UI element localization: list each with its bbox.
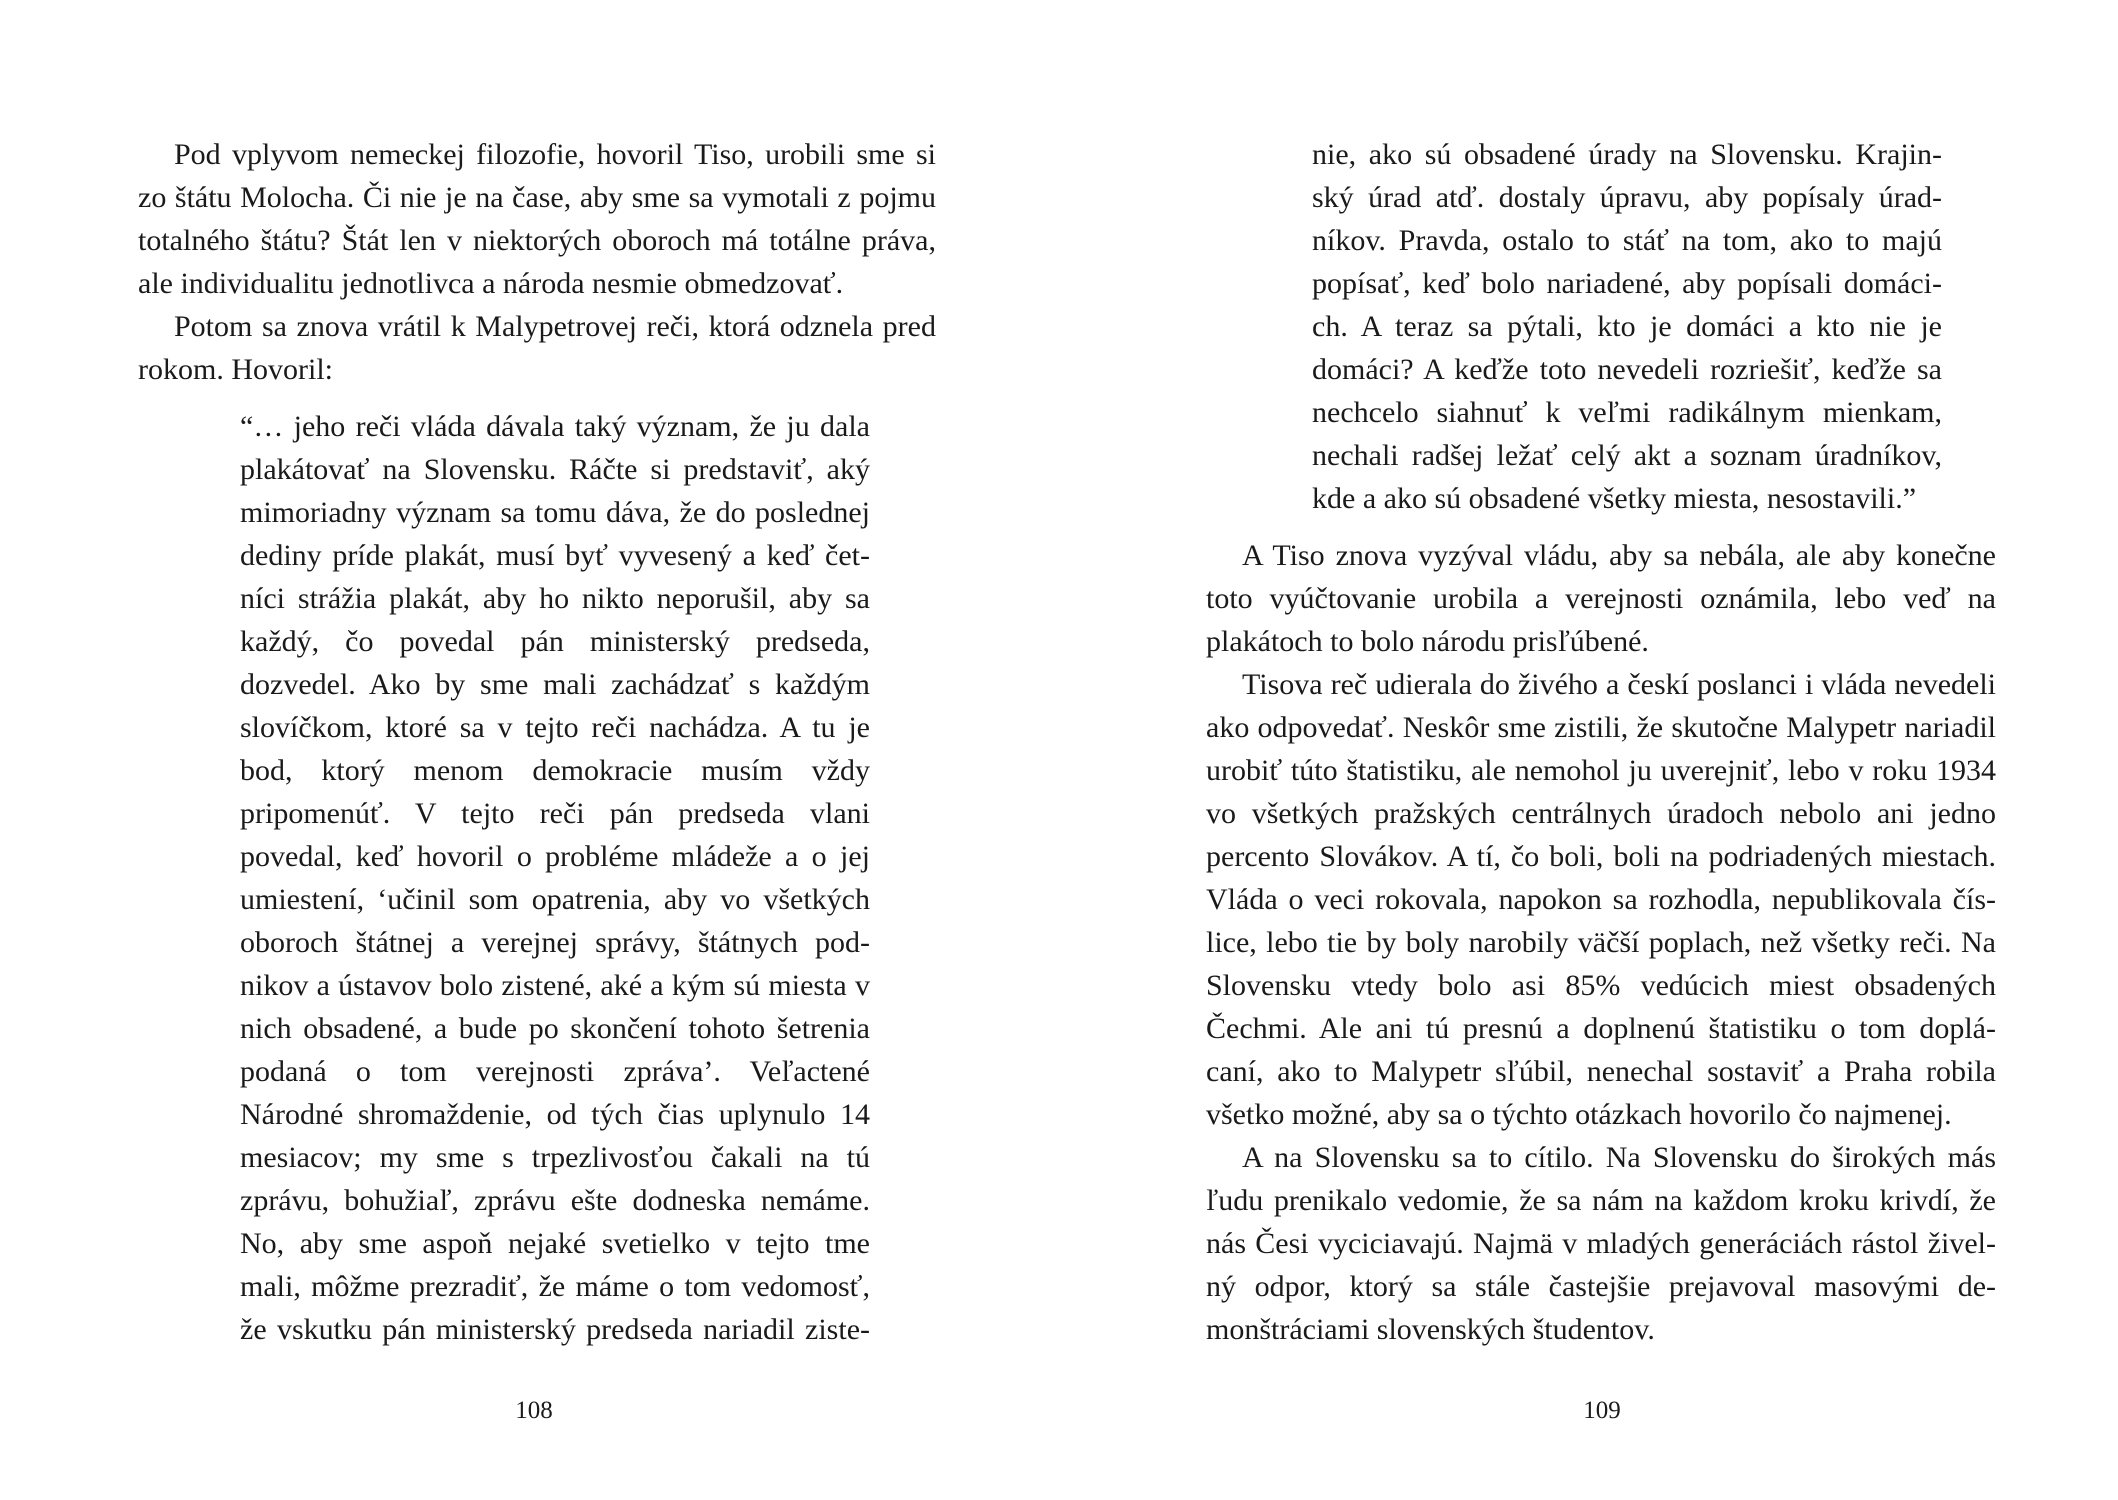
text-line: totalného štátu? Štát len v niektorých oboroch má totálne práva,	[138, 224, 936, 257]
text-line: percento Slovákov. A tí, čo boli, boli na podriadených miestach.	[1206, 840, 1996, 873]
quote-line: “… jeho reči vláda dávala taký význam, že ju dala	[240, 410, 870, 443]
quote-line: dediny príde plakát, musí byť vyvesený a keď čet-	[240, 539, 870, 572]
text-line: nás Česi vyciciavajú. Najmä v mladých generáciách rástol živel-	[1206, 1227, 1996, 1260]
text-line: plakátoch to bolo národu prisľúbené.	[1206, 625, 1649, 658]
quote-line: nie, ako sú obsadené úrady na Slovensku. Krajin-	[1312, 138, 1942, 171]
quote-line: slovíčkom, ktoré sa v tejto reči nachádza. A tu je	[240, 711, 870, 744]
quote-line: ch. A teraz sa pýtali, kto je domáci a kto nie je	[1312, 310, 1942, 343]
page-number: 108	[515, 1397, 553, 1424]
text-line: monštráciami slovenských študentov.	[1206, 1313, 1655, 1346]
quote-line: níci strážia plakát, aby ho nikto neporušil, aby sa	[240, 582, 870, 615]
quote-line: Národné shromaždenie, od tých čias uplynulo 14	[240, 1098, 870, 1131]
quote-line: mimoriadny význam sa tomu dáva, že do poslednej	[240, 496, 870, 529]
quote-line: že vskutku pán ministerský predseda nariadil ziste-	[240, 1313, 870, 1346]
quote-line: domáci? A keďže toto nevedeli rozriešiť, keďže sa	[1312, 353, 1942, 386]
text-line: toto vyúčtovanie urobila a verejnosti oznámila, lebo veď na	[1206, 582, 1996, 615]
text-line: rokom. Hovoril:	[138, 353, 333, 386]
quote-line: No, aby sme aspoň nejaké svetielko v tejto tme	[240, 1227, 870, 1260]
quote-line: mesiacov; my sme s trpezlivosťou čakali na tú	[240, 1141, 870, 1174]
text-line: ný odpor, ktorý sa stále častejšie prejavoval masovými de-	[1206, 1270, 1996, 1303]
text-line: Slovensku vtedy bolo asi 85% vedúcich miest obsadených	[1206, 969, 1996, 1002]
text-line: Vláda o veci rokovala, napokon sa rozhodla, nepublikovala čís-	[1206, 883, 1996, 916]
quote-line: bod, ktorý menom demokracie musím vždy	[240, 754, 870, 787]
text-line: Potom sa znova vrátil k Malypetrovej reči, ktorá odznela pred	[174, 310, 936, 343]
text-line: všetko možné, aby sa o týchto otázkach hovorilo čo najmenej.	[1206, 1098, 1952, 1131]
quote-line: kde a ako sú obsadené všetky miesta, nesostavili.”	[1312, 482, 1917, 515]
page-number: 109	[1583, 1397, 1621, 1424]
text-line: A Tiso znova vyzýval vládu, aby sa nebála, ale aby konečne	[1242, 539, 1996, 572]
quote-line: dozvedel. Ako by sme mali zachádzať s každým	[240, 668, 870, 701]
quote-line: pripomenúť. V tejto reči pán predseda vlani	[240, 797, 870, 830]
text-line: urobiť túto štatistiku, ale nemohol ju uverejniť, lebo v roku 1934	[1206, 754, 1996, 787]
quote-line: mali, môžme prezradiť, že máme o tom vedomosť,	[240, 1270, 870, 1303]
quote-line: níkov. Pravda, ostalo to stáť na tom, ako to majú	[1312, 224, 1942, 257]
text-line: caní, ako to Malypetr sľúbil, nenechal sostaviť a Praha robila	[1206, 1055, 1996, 1088]
text-line: ale individualitu jednotlivca a národa nesmie obmedzovať.	[138, 267, 844, 300]
quote-line: nikov a ústavov bolo zistené, aké a kým sú miesta v	[240, 969, 870, 1002]
right-page	[1059, 0, 2118, 1500]
text-line: ľudu prenikalo vedomie, že sa nám na každom kroku krivdí, že	[1206, 1184, 1996, 1217]
quote-line: ský úrad atď. dostaly úpravu, aby popísaly úrad-	[1312, 181, 1942, 214]
quote-line: oboroch štátnej a verejnej správy, štátnych pod-	[240, 926, 870, 959]
text-line: lice, lebo tie by boly narobily väčší poplach, než všetky reči. Na	[1206, 926, 1996, 959]
quote-line: povedal, keď hovoril o probléme mládeže a o jej	[240, 840, 870, 873]
quote-line: popísať, keď bolo nariadené, aby popísali domáci-	[1312, 267, 1942, 300]
text-line: Čechmi. Ale ani tú presnú a doplnenú štatistiku o tom doplá-	[1206, 1012, 1996, 1045]
text-line: zo štátu Molocha. Či nie je na čase, aby sme sa vymotali z pojmu	[138, 181, 936, 214]
quote-line: umiestení, ‘učinil som opatrenia, aby vo všetkých	[240, 883, 870, 916]
text-line: A na Slovensku sa to cítilo. Na Slovensku do širokých más	[1242, 1141, 1996, 1174]
quote-line: podaná o tom verejnosti zpráva’. Veľactené	[240, 1055, 870, 1088]
quote-line: plakátovať na Slovensku. Ráčte si predstaviť, aký	[240, 453, 870, 486]
text-line: Tisova reč udierala do živého a českí poslanci i vláda nevedeli	[1242, 668, 1996, 701]
quote-line: každý, čo povedal pán ministerský predseda,	[240, 625, 870, 658]
text-line: ako odpovedať. Neskôr sme zistili, že skutočne Malypetr nariadil	[1206, 711, 1996, 744]
text-line: Pod vplyvom nemeckej filozofie, hovoril Tiso, urobili sme si	[174, 138, 936, 171]
quote-line: zprávu, bohužiaľ, zprávu ešte dodneska nemáme.	[240, 1184, 870, 1217]
quote-line: nechcelo siahnuť k veľmi radikálnym mienkam,	[1312, 396, 1942, 429]
quote-line: nich obsadené, a bude po skončení tohoto šetrenia	[240, 1012, 870, 1045]
quote-line: nechali radšej ležať celý akt a soznam úradníkov,	[1312, 439, 1942, 472]
text-line: vo všetkých pražských centrálnych úradoch nebolo ani jedno	[1206, 797, 1996, 830]
